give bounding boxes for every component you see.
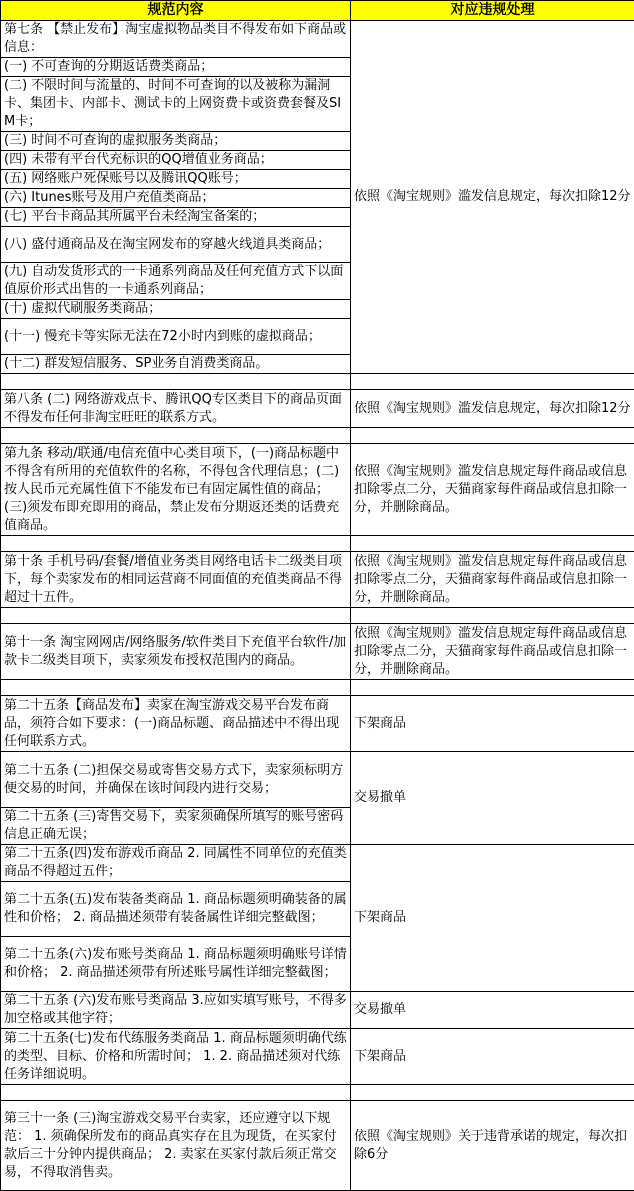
art25-penalty-2-3: 交易撤单 bbox=[351, 752, 634, 845]
art25-rule-3: 第二十五条 (三)寄售交易下，卖家须确保所填写的账号密码信息正确无误； bbox=[1, 808, 351, 845]
art11-penalty: 依照《淘宝规则》滥发信息规定每件商品或信息扣除零点二分，天猫商家每件商品或信息扣除一分，并删除商品。 bbox=[351, 624, 634, 680]
art7-title: 第七条 【禁止发布】淘宝虚拟物品类目不得发布如下商品或信息： bbox=[1, 21, 351, 58]
art7-item: (七) 平台卡商品其所属平台未经淘宝备案的； bbox=[1, 208, 351, 227]
art7-penalty: 依照《淘宝规则》滥发信息规定，每次扣除12分 bbox=[351, 21, 634, 374]
art25-rule-2: 第二十五条 (二)担保交易或寄售交易方式下，卖家须标明方便交易的时间，并确保在该时间段内进行交易； bbox=[1, 752, 351, 808]
art7-item: (十二) 群发短信服务、SP业务自消费类商品。 bbox=[1, 355, 351, 374]
art25-penalty-1: 下架商品 bbox=[351, 696, 634, 752]
art31-penalty: 依照《淘宝规则》关于违背承诺的规定，每次扣除6分 bbox=[351, 1101, 634, 1191]
art25-penalty-4-6: 下架商品 bbox=[351, 845, 634, 992]
art25-rule-4: 第二十五条(四)发布游戏币商品 2. 同属性不同单位的充值类商品不得超过五件； bbox=[1, 845, 351, 882]
art25-rule-5: 第二十五条(五)发布装备类商品 1. 商品标题须明确装备的属性和价格； 2. 商品描述须带有装备属性详细完整截图； bbox=[1, 882, 351, 937]
header-penalty-column: 对应违规处理 bbox=[351, 1, 634, 21]
art7-item: (十一) 慢充卡等实际无法在72小时内到账的虚拟商品； bbox=[1, 319, 351, 355]
art11-rule: 第十一条 淘宝网网店/网络服务/软件类目下充值平台软件/加款卡二级类目项下，卖家须发布授权范围内的商品。 bbox=[1, 624, 351, 680]
art25-rule-8: 第二十五条(七)发布代练服务类商品 1. 商品标题须明确代练的类型、目标、价格和所需时间； 1. 2. 商品描述须对代练任务详细说明。 bbox=[1, 1029, 351, 1085]
art31-rule: 第三十一条 (三)淘宝游戏交易平台卖家，还应遵守以下规范： 1. 须确保所发布的商品真实存在且为现货，在买家付款后三十分钟内提供商品； 2. 卖家在买家付款后须正常交易，不得取消售卖。 bbox=[1, 1101, 351, 1191]
art7-item: (一) 不可查询的分期返话费类商品； bbox=[1, 58, 351, 77]
art7-item: (五) 网络账户死保账号以及腾讯QQ账号； bbox=[1, 170, 351, 189]
art7-item: (八) 盛付通商品及在淘宝网发布的穿越火线道具类商品； bbox=[1, 227, 351, 263]
art8-penalty: 依照《淘宝规则》滥发信息规定，每次扣除12分 bbox=[351, 390, 634, 428]
art9-rule: 第九条 移动/联通/电信充值中心类目项下，(一)商品标题中不得含有所用的充值软件的名称，不得包含代理信息；(二)按人民币元充属性值下不能发布已有固定属性值的商品；(三)须发布即充即用的商品，禁止发布分期返还类的话费充值商品。 bbox=[1, 444, 351, 536]
art10-rule: 第十条 手机号码/套餐/增值业务类目网络电话卡二级类目项下，每个卖家发布的相同运营商不同面值的充值类商品不得超过十五件。 bbox=[1, 552, 351, 608]
art25-rule-7: 第二十五条 (六)发布账号类商品 3.应如实填写账号，不得多加空格或其他字符； bbox=[1, 992, 351, 1029]
header-row bbox=[1, 1, 634, 21]
art7-item: (十) 虚拟代刷服务类商品； bbox=[1, 300, 351, 319]
art7-item: (三) 时间不可查询的虚拟服务类商品； bbox=[1, 132, 351, 151]
art8-rule: 第八条 (二) 网络游戏点卡、腾讯QQ专区类目下的商品页面不得发布任何非淘宝旺旺的联系方式。 bbox=[1, 390, 351, 428]
art7-item: (九) 自动发货形式的一卡通系列商品及任何充值方式下以面值原价形式出售的一卡通系列商品； bbox=[1, 263, 351, 300]
art7-item: (四) 未带有平台代充标识的QQ增值业务商品； bbox=[1, 151, 351, 170]
art9-penalty: 依照《淘宝规则》滥发信息规定每件商品或信息扣除零点二分，天猫商家每件商品或信息扣除一分，并删除商品。 bbox=[351, 444, 634, 536]
art25-rule-1: 第二十五条【商品发布】卖家在淘宝游戏交易平台发布商品，须符合如下要求：(一)商品标题、商品描述中不得出现任何联系方式。 bbox=[1, 696, 351, 752]
art10-penalty: 依照《淘宝规则》滥发信息规定每件商品或信息扣除零点二分，天猫商家每件商品或信息扣除一分，并删除商品。 bbox=[351, 552, 634, 608]
art7-item: (二) 不限时间与流量的、时间不可查询的以及被称为漏洞卡、集团卡、内部卡、测试卡的上网资费卡或资费套餐及SIM卡； bbox=[1, 77, 351, 132]
art25-penalty-8: 下架商品 bbox=[351, 1029, 634, 1085]
header-rule-column: 规范内容 bbox=[1, 1, 351, 21]
art7-item: (六) Itunes账号及用户充值类商品； bbox=[1, 189, 351, 208]
art25-penalty-7: 交易撤单 bbox=[351, 992, 634, 1029]
art25-rule-6: 第二十五条(六)发布账号类商品 1. 商品标题须明确账号详情和价格； 2. 商品描述须带有所述账号属性详细完整截图； bbox=[1, 937, 351, 992]
